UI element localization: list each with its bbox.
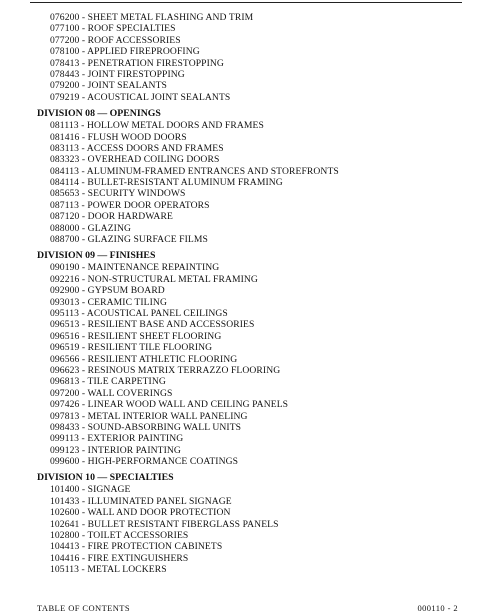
toc-entry: 101400 - SIGNAGE bbox=[50, 484, 131, 496]
toc-entry: 092216 - NON-STRUCTURAL METAL FRAMING bbox=[50, 273, 258, 285]
toc-content bbox=[37, 12, 467, 576]
toc-entry: 099600 - HIGH-PERFORMANCE COATINGS bbox=[50, 456, 239, 468]
toc-entry: 098433 - SOUND-ABSORBING WALL UNITS bbox=[50, 421, 242, 433]
toc-entry: 099123 - INTERIOR PAINTING bbox=[50, 444, 181, 456]
toc-entry: 096516 - RESILIENT SHEET FLOORING bbox=[50, 330, 222, 342]
toc-entry: 093013 - CERAMIC TILING bbox=[50, 296, 167, 308]
toc-entry: 092900 - GYPSUM BOARD bbox=[50, 285, 165, 297]
division-list bbox=[37, 108, 467, 575]
toc-entry: 096623 - RESINOUS MATRIX TERRAZZO FLOORING bbox=[50, 364, 281, 376]
toc-entry: 087120 - DOOR HARDWARE bbox=[50, 211, 173, 223]
toc-entry: 081416 - FLUSH WOOD DOORS bbox=[50, 131, 187, 143]
toc-entry: 079200 - JOINT SEALANTS bbox=[50, 80, 167, 92]
header-rule bbox=[30, 2, 462, 3]
division-heading: DIVISION 10 — SPECIALTIES bbox=[37, 472, 174, 484]
toc-entry: 102600 - WALL AND DOOR PROTECTION bbox=[50, 507, 231, 519]
toc-entry: 084114 - BULLET-RESISTANT ALUMINUM FRAMING bbox=[50, 177, 283, 189]
toc-entry: 097813 - METAL INTERIOR WALL PANELING bbox=[50, 410, 248, 422]
toc-entry: 077100 - ROOF SPECIALTIES bbox=[50, 23, 176, 35]
toc-entry: 097426 - LINEAR WOOD WALL AND CEILING PANELS bbox=[50, 399, 289, 411]
toc-entry: 085653 - SECURITY WINDOWS bbox=[50, 188, 186, 200]
footer-title: TABLE OF CONTENTS bbox=[37, 603, 131, 613]
toc-entry: 096813 - TILE CARPETING bbox=[50, 376, 166, 388]
toc-entry: 078100 - APPLIED FIREPROOFING bbox=[50, 46, 200, 58]
toc-entry: 102641 - BULLET RESISTANT FIBERGLASS PANELS bbox=[50, 518, 279, 530]
toc-entry: 096513 - RESILIENT BASE AND ACCESSORIES bbox=[50, 319, 255, 331]
lead-item-list bbox=[37, 12, 467, 103]
toc-entry: 083323 - OVERHEAD COILING DOORS bbox=[50, 154, 220, 166]
toc-entry: 081113 - HOLLOW METAL DOORS AND FRAMES bbox=[50, 120, 264, 132]
division-heading: DIVISION 08 — OPENINGS bbox=[37, 108, 161, 120]
toc-entry: 104416 - FIRE EXTINGUISHERS bbox=[50, 552, 189, 564]
toc-entry: 095113 - ACOUSTICAL PANEL CEILINGS bbox=[50, 307, 228, 319]
toc-entry: 099113 - EXTERIOR PAINTING bbox=[50, 433, 184, 445]
division-section bbox=[37, 250, 467, 467]
toc-entry: 090190 - MAINTENANCE REPAINTING bbox=[50, 262, 220, 274]
toc-entry: 083113 - ACCESS DOORS AND FRAMES bbox=[50, 142, 224, 154]
toc-entry: 077200 - ROOF ACCESSORIES bbox=[50, 34, 181, 46]
toc-entry: 076200 - SHEET METAL FLASHING AND TRIM bbox=[50, 12, 254, 23]
toc-entry: 078443 - JOINT FIRESTOPPING bbox=[50, 68, 185, 80]
toc-entry: 104413 - FIRE PROTECTION CABINETS bbox=[50, 541, 223, 553]
toc-entry: 097200 - WALL COVERINGS bbox=[50, 387, 173, 399]
toc-entry: 088700 - GLAZING SURFACE FILMS bbox=[50, 234, 208, 246]
toc-entry: 096519 - RESILIENT TILE FLOORING bbox=[50, 342, 213, 354]
toc-entry: 102800 - TOILET ACCESSORIES bbox=[50, 530, 189, 542]
toc-entry: 078413 - PENETRATION FIRESTOPPING bbox=[50, 57, 224, 69]
division-section bbox=[37, 108, 467, 245]
toc-entry: 088000 - GLAZING bbox=[50, 222, 132, 234]
toc-entry: 079219 - ACOUSTICAL JOINT SEALANTS bbox=[50, 91, 231, 103]
division-heading: DIVISION 09 — FINISHES bbox=[37, 250, 156, 262]
toc-entry: 105113 - METAL LOCKERS bbox=[50, 564, 167, 576]
toc-entry: 084113 - ALUMINUM-FRAMED ENTRANCES AND STOREFRONTS bbox=[50, 165, 339, 177]
division-section bbox=[37, 472, 467, 575]
toc-entry: 087113 - POWER DOOR OPERATORS bbox=[50, 199, 210, 211]
footer-page-number: 000110 - 2 bbox=[417, 603, 458, 613]
toc-entry: 101433 - ILLUMINATED PANEL SIGNAGE bbox=[50, 495, 232, 507]
toc-entry: 096566 - RESILIENT ATHLETIC FLOORING bbox=[50, 353, 238, 365]
